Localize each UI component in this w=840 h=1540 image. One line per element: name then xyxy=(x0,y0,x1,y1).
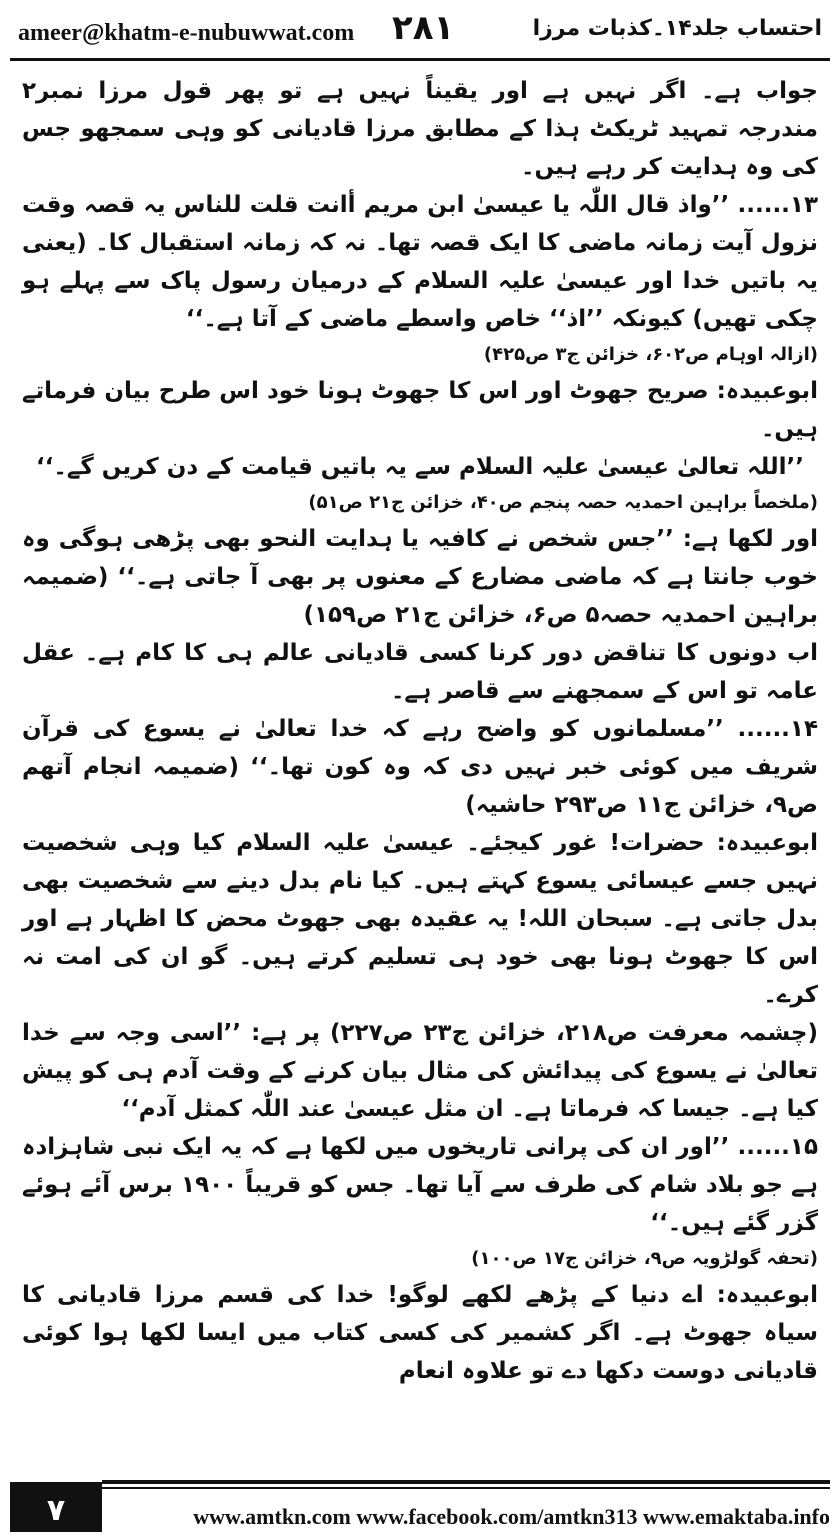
footer-divider xyxy=(102,1480,830,1484)
footer-links: www.amtkn.com www.facebook.com/amtkn313 www.emaktaba.info xyxy=(193,1504,830,1529)
paragraph: ابوعبیدہ: حضرات! غور کیجئے۔ عیسیٰ علیہ السلام کیا وہی شخصیت نہیں جسے عیسائی یسوع کہتے ہیں۔ کیا نام بدل دینے سے شخصیت بھی بدل جاتی ہے۔ سبحان اللہ! یہ عقیدہ بھی جھوٹ محض کا اظہار ہے اور اس کا جھوٹ ہونا بھی خود ہی تسلیم کرتے ہیں۔ گو ان کی امت نہ کرے۔ xyxy=(22,830,818,1008)
header-divider xyxy=(10,58,830,61)
citation: (تحفہ گولڑویہ ص۹، خزائن ج۱۷ ص۱۰۰) xyxy=(471,1248,818,1269)
paragraph: ابوعبیدہ: اے دنیا کے پڑھے لکھے لوگو! خدا کی قسم مرزا قادیانی کا سیاہ جھوٹ ہے۔ اگر کشمیر کی کسی کتاب میں ایسا لکھا ہوا کوئی قادیانی دوست دکھا دے تو علاوہ انعام xyxy=(22,1282,818,1384)
header-title: احتساب جلد۱۴۔کذبات مرزا xyxy=(532,16,822,41)
paragraph: اور لکھا ہے: ’’جس شخص نے کافیہ یا ہدایت النحو بھی پڑھی ہوگی وہ خوب جانتا ہے کہ ماضی مضارع کے معنوں پر بھی آ جاتی ہے۔‘‘ (ضمیمہ براہین احمدیہ حصہ۵ ص۶، خزائن ج۲۱ ص۱۵۹) xyxy=(22,526,818,628)
citation: (ملخصاً براہین احمدیہ حصہ پنجم ص۴۰، خزائن ج۲۱ ص۵۱) xyxy=(308,492,818,513)
header-page-number: ۲۸۱ xyxy=(392,8,455,48)
footer-divider-thin xyxy=(102,1487,830,1489)
paragraph: ۱۴...... ’’مسلمانوں کو واضح رہے کہ خدا تعالیٰ نے یسوع کی قرآن شریف میں کوئی خبر نہیں دی کہ وہ کون تھا۔‘‘ (ضمیمہ انجام آتھم ص۹، خزائن ج۱۱ ص۲۹۳ حاشیہ) xyxy=(22,716,818,818)
citation: (ازالہ اوہام ص۶۰۲، خزائن ج۳ ص۴۲۵) xyxy=(483,344,818,365)
quote: ’’اللہ تعالیٰ عیسیٰ علیہ السلام سے یہ باتیں قیامت کے دن کریں گے۔‘‘ xyxy=(35,454,805,480)
paragraph: ۱۳...... ’’واذ قال اللّٰہ یا عیسیٰ ابن مریم أانت قلت للناس یہ قصہ وقت نزول آیت زمانہ ماضی کا ایک قصہ تھا۔ نہ کہ زمانہ استقبال کا۔ (یعنی یہ باتیں خدا اور عیسیٰ علیہ السلام کے درمیان رسول پاک سے پہلے ہو چکی تھیں) کیونکہ ’’اذ‘‘ خاص واسطے ماضی کے آتا ہے۔‘‘ xyxy=(22,192,818,332)
header-email: ameer@khatm-e-nubuwwat.com xyxy=(18,20,355,46)
paragraph: (چشمہ معرفت ص۲۱۸، خزائن ج۲۳ ص۲۲۷) پر ہے: ’’اسی وجہ سے خدا تعالیٰ نے یسوع کی پیدائش کی مثال بیان کرنے کے وقت آدم ہی کو پیش کیا ہے۔ جیسا کہ فرماتا ہے۔ ان مثل عیسیٰ عند اللّٰہ کمثل آدم‘‘ xyxy=(22,1020,819,1122)
paragraph: ۱۵...... ’’اور ان کی پرانی تاریخوں میں لکھا ہے کہ یہ ایک نبی شاہزادہ ہے جو بلاد شام کی طرف سے آیا تھا۔ جس کو قریباً ۱۹۰۰ برس آئے ہوئے گزر گئے ہیں۔‘‘ xyxy=(22,1134,818,1236)
footer-number: ۷ xyxy=(46,1493,66,1528)
paragraph: ابوعبیدہ: صریح جھوٹ اور اس کا جھوٹ ہونا خود اس طرح بیان فرماتے ہیں۔ xyxy=(22,378,818,442)
page-body xyxy=(22,72,818,1390)
paragraph: اب دونوں کا تناقض دور کرنا کسی قادیانی عالم ہی کا کام ہے۔ عقل عامہ تو اس کے سمجھنے سے قاصر ہے۔ xyxy=(22,640,818,704)
paragraph: جواب ہے۔ اگر نہیں ہے اور یقیناً نہیں ہے تو پھر قول مرزا نمبر۲ مندرجہ تمہید ٹریکٹ ہذا کے مطابق مرزا قادیانی کو وہی سمجھو جس کی وہ ہدایت کر رہے ہیں۔ xyxy=(22,78,818,180)
page-footer xyxy=(10,1474,830,1532)
page-header xyxy=(10,6,830,54)
